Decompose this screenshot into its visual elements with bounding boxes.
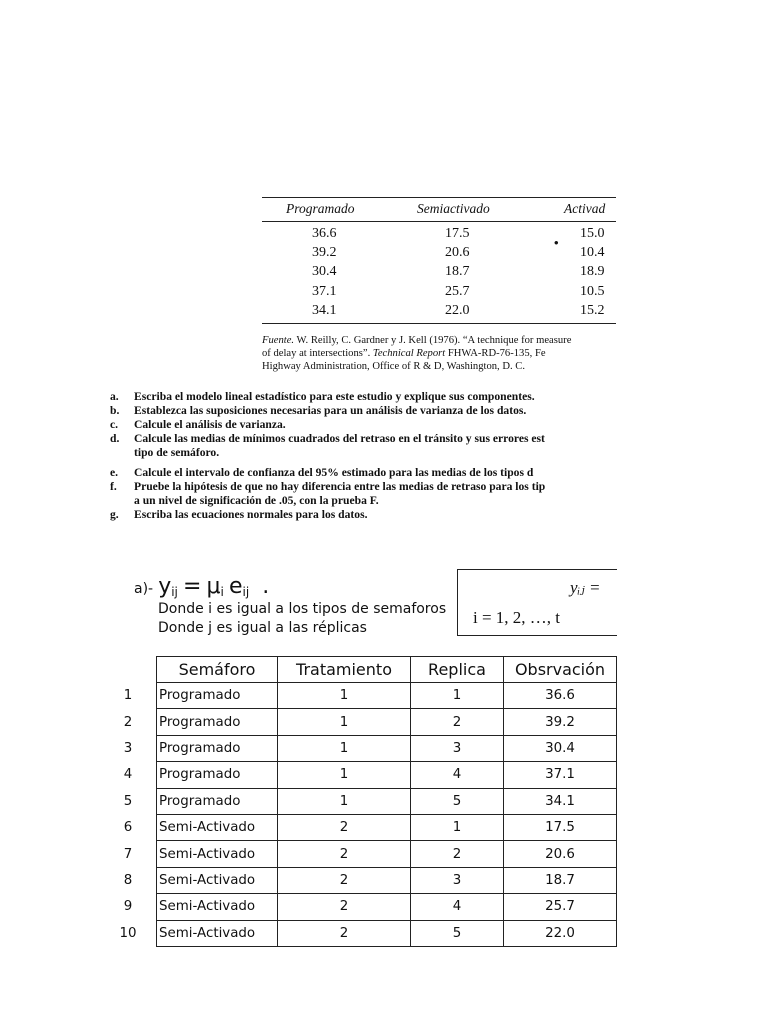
source-line: Fuente. W. Reilly, C. Gardner y J. Kell (1976). “A technique for measure — [262, 335, 572, 346]
table-cell: 20.6 — [445, 245, 470, 260]
table-header-row — [100, 657, 617, 683]
cell-replica: 1 — [411, 683, 504, 709]
symbol-dot: . — [262, 574, 270, 599]
row-number: 5 — [123, 793, 133, 809]
cell-observacion: 34.1 — [504, 788, 617, 814]
cell-replica: 5 — [411, 920, 504, 946]
header-semaforo: Semáforo — [157, 657, 278, 683]
cell-semaforo: Semi-Activado — [157, 867, 278, 893]
table-row — [100, 841, 617, 867]
header-observacion: Obsrvación — [504, 657, 617, 683]
question-list — [110, 390, 616, 522]
formula-box — [457, 569, 617, 636]
table-cell: 15.2 — [580, 303, 605, 318]
cell-replica: 2 — [411, 841, 504, 867]
table-cell: 34.1 — [312, 303, 337, 318]
header-tratamiento: Tratamiento — [278, 657, 411, 683]
cell-tratamiento: 2 — [278, 867, 411, 893]
header-activado: Activad — [564, 201, 606, 216]
cell-replica: 4 — [411, 762, 504, 788]
table-row — [100, 920, 617, 946]
table-cell: 18.9 — [580, 264, 605, 279]
table-cell: 10.5 — [580, 284, 605, 299]
cell-semaforo: Semi-Activado — [157, 841, 278, 867]
symbol-mu: μ — [206, 574, 221, 599]
list-item: e. Calcule el intervalo de confianza del 95% estimado para las medias de los tipos d — [110, 466, 534, 479]
source-note — [262, 334, 616, 373]
cell-replica: 3 — [411, 735, 504, 761]
table-cell: 18.7 — [445, 264, 470, 279]
source-line: of delay at intersections”. Technical Report FHWA-RD-76-135, Fe — [262, 348, 546, 359]
answer-model: a)- yij = μi eij . — [134, 574, 270, 599]
formula-y-line: yᵢⱼ = — [570, 578, 601, 597]
table-cell: 17.5 — [445, 226, 470, 241]
cell-tratamiento: 2 — [278, 920, 411, 946]
note-i: Donde i es igual a los tipos de semaforos — [158, 601, 447, 617]
table-cell: 37.1 — [312, 284, 337, 299]
observation-table — [100, 656, 617, 947]
cell-observacion: 25.7 — [504, 894, 617, 920]
table-row — [100, 735, 617, 761]
symbol-equals: = — [182, 574, 202, 599]
row-number: 8 — [123, 872, 133, 888]
table-row — [100, 683, 617, 709]
list-item: a. Escriba el modelo lineal estadístico para este estudio y explique sus componentes. — [110, 390, 535, 403]
cell-tratamiento: 1 — [278, 762, 411, 788]
cell-tratamiento: 1 — [278, 709, 411, 735]
cell-replica: 3 — [411, 867, 504, 893]
source-line: Highway Administration, Office of R & D, Washington, D. C. — [262, 361, 525, 372]
source-label: Fuente. — [262, 335, 295, 346]
row-number: 1 — [123, 688, 133, 704]
row-number: 10 — [119, 925, 137, 941]
cell-tratamiento: 1 — [278, 788, 411, 814]
table-cell: 36.6 — [312, 226, 337, 241]
cell-tratamiento: 2 — [278, 894, 411, 920]
table-cell: 30.4 — [312, 264, 337, 279]
cell-replica: 5 — [411, 788, 504, 814]
cell-observacion: 18.7 — [504, 867, 617, 893]
row-number: 7 — [123, 846, 133, 862]
list-item: d. Calcule las medias de mínimos cuadrados del retraso en el tránsito y sus errores est — [110, 432, 545, 445]
cell-replica: 4 — [411, 894, 504, 920]
cell-observacion: 30.4 — [504, 735, 617, 761]
note-j: Donde j es igual a las réplicas — [158, 620, 367, 636]
list-item: c. Calcule el análisis de varianza. — [110, 418, 286, 431]
header-replica: Replica — [411, 657, 504, 683]
cell-replica: 2 — [411, 709, 504, 735]
list-item: f. Pruebe la hipótesis de que no hay diferencia entre las medias de retraso para los tip — [110, 480, 546, 493]
cell-observacion: 37.1 — [504, 762, 617, 788]
cell-tratamiento: 1 — [278, 683, 411, 709]
table-cell: 39.2 — [312, 245, 337, 260]
header-programado: Programado — [286, 201, 355, 216]
table-cell: 25.7 — [445, 284, 470, 299]
list-item: b. Establezca las suposiciones necesarias para un análisis de varianza de los datos. — [110, 404, 527, 417]
cell-replica: 1 — [411, 814, 504, 840]
cell-observacion: 36.6 — [504, 683, 617, 709]
cell-observacion: 39.2 — [504, 709, 617, 735]
table-row — [100, 894, 617, 920]
row-number: 9 — [123, 899, 133, 915]
table-row — [100, 762, 617, 788]
row-number: 2 — [123, 714, 133, 730]
symbol-e: e — [228, 574, 243, 599]
cell-semaforo: Programado — [157, 735, 278, 761]
list-item: tipo de semáforo. — [134, 446, 220, 459]
cell-observacion: 22.0 — [504, 920, 617, 946]
row-number: 4 — [123, 767, 133, 783]
table-rule — [262, 197, 616, 198]
table-cell: 10.4 — [580, 245, 605, 260]
table-cell: 15.0 — [580, 226, 605, 241]
table-row — [100, 814, 617, 840]
cell-semaforo: Semi-Activado — [157, 814, 278, 840]
table-cell: 22.0 — [445, 303, 470, 318]
table-row — [100, 788, 617, 814]
cell-semaforo: Programado — [157, 709, 278, 735]
table-rule — [262, 323, 616, 324]
cell-semaforo: Programado — [157, 683, 278, 709]
table-rule — [262, 221, 616, 222]
symbol-y: y — [158, 574, 172, 599]
cell-semaforo: Semi-Activado — [157, 920, 278, 946]
cell-tratamiento: 1 — [278, 735, 411, 761]
row-number: 3 — [123, 740, 133, 756]
row-number: 6 — [123, 820, 133, 836]
data-table — [262, 197, 616, 325]
cell-semaforo: Semi-Activado — [157, 894, 278, 920]
header-semiactivado: Semiactivado — [417, 201, 490, 216]
answer-label: a)- — [134, 581, 154, 597]
cell-tratamiento: 2 — [278, 814, 411, 840]
list-item: a un nivel de significación de .05, con la prueba F. — [134, 494, 379, 507]
table-row — [100, 867, 617, 893]
cell-tratamiento: 2 — [278, 841, 411, 867]
cell-semaforo: Programado — [157, 762, 278, 788]
cell-observacion: 17.5 — [504, 814, 617, 840]
cell-observacion: 20.6 — [504, 841, 617, 867]
table-row — [100, 709, 617, 735]
formula-i-line: i = 1, 2, …, t — [473, 608, 561, 627]
list-item: g. Escriba las ecuaciones normales para los datos. — [110, 508, 368, 521]
bullet-mark: • — [554, 235, 559, 250]
cell-semaforo: Programado — [157, 788, 278, 814]
